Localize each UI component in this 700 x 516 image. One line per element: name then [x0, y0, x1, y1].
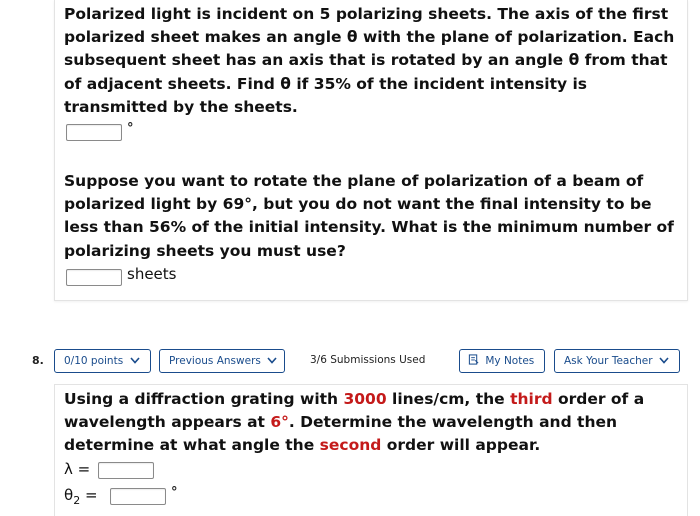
question-8-text: [64, 388, 682, 458]
chevron-down-icon: [127, 356, 143, 366]
my-notes-label: My Notes: [485, 355, 535, 367]
theta-symbol: θ: [64, 486, 74, 504]
lambda-label: λ =: [64, 460, 91, 478]
chevron-down-icon: [264, 356, 280, 366]
points-label: 0/10 points: [64, 355, 124, 367]
my-notes-button[interactable]: [459, 349, 545, 373]
order-word: third: [510, 390, 553, 408]
q8-text-part: . Determine the wavelength and then determine at what angle the: [64, 413, 618, 455]
ask-teacher-dropdown[interactable]: [554, 349, 680, 373]
previous-answers-dropdown[interactable]: [159, 349, 285, 373]
previous-answers-label: Previous Answers: [169, 355, 261, 367]
question-7-part1-text: Polarized light is incident on 5 polarizing sheets. The axis of the first polarized sheet makes an angle θ with the plane of polarization. Each subsequent sheet has an axis that is rotated by an angle θ from that of adjacent sheets. Find θ if 35% of the incident intensity is transmitted by the sheets.: [64, 5, 675, 116]
lines-value: 3000: [343, 390, 387, 408]
theta-degree-unit: °: [127, 121, 134, 136]
theta-2-label: [64, 486, 98, 507]
question-number: 8.: [32, 354, 44, 367]
chevron-down-icon: [656, 356, 672, 366]
second-order-word: second: [319, 436, 382, 455]
notes-icon: [468, 354, 479, 365]
equals-sign: =: [80, 486, 98, 504]
wavelength-answer-input[interactable]: [98, 462, 154, 479]
points-dropdown[interactable]: [54, 349, 151, 373]
second-order-angle-input[interactable]: [110, 488, 166, 505]
submissions-used: 3/6 Submissions Used: [310, 354, 426, 366]
question-7-part2-text: Suppose you want to rotate the plane of polarization of a beam of polarized light by 69°, but you do not want the final intensity to be less than 56% of the initial intensity. What is the minimum number of polarizing sheets you must use?: [64, 172, 674, 260]
q8-text-part: order will appear.: [381, 436, 541, 455]
theta-2-degree-unit: °: [171, 485, 178, 500]
angle-value: 6°: [270, 413, 289, 432]
q8-text-part: lines/cm, the: [386, 390, 511, 408]
theta-answer-input[interactable]: [66, 124, 122, 141]
q8-text-part: order of a wavelength appears at: [64, 390, 645, 432]
ask-teacher-label: Ask Your Teacher: [564, 355, 653, 367]
q8-text-part: Using a diffraction grating with: [64, 390, 344, 408]
theta-subscript: 2: [73, 494, 81, 507]
sheets-unit-label: sheets: [127, 265, 177, 283]
sheets-answer-input[interactable]: [66, 269, 122, 286]
